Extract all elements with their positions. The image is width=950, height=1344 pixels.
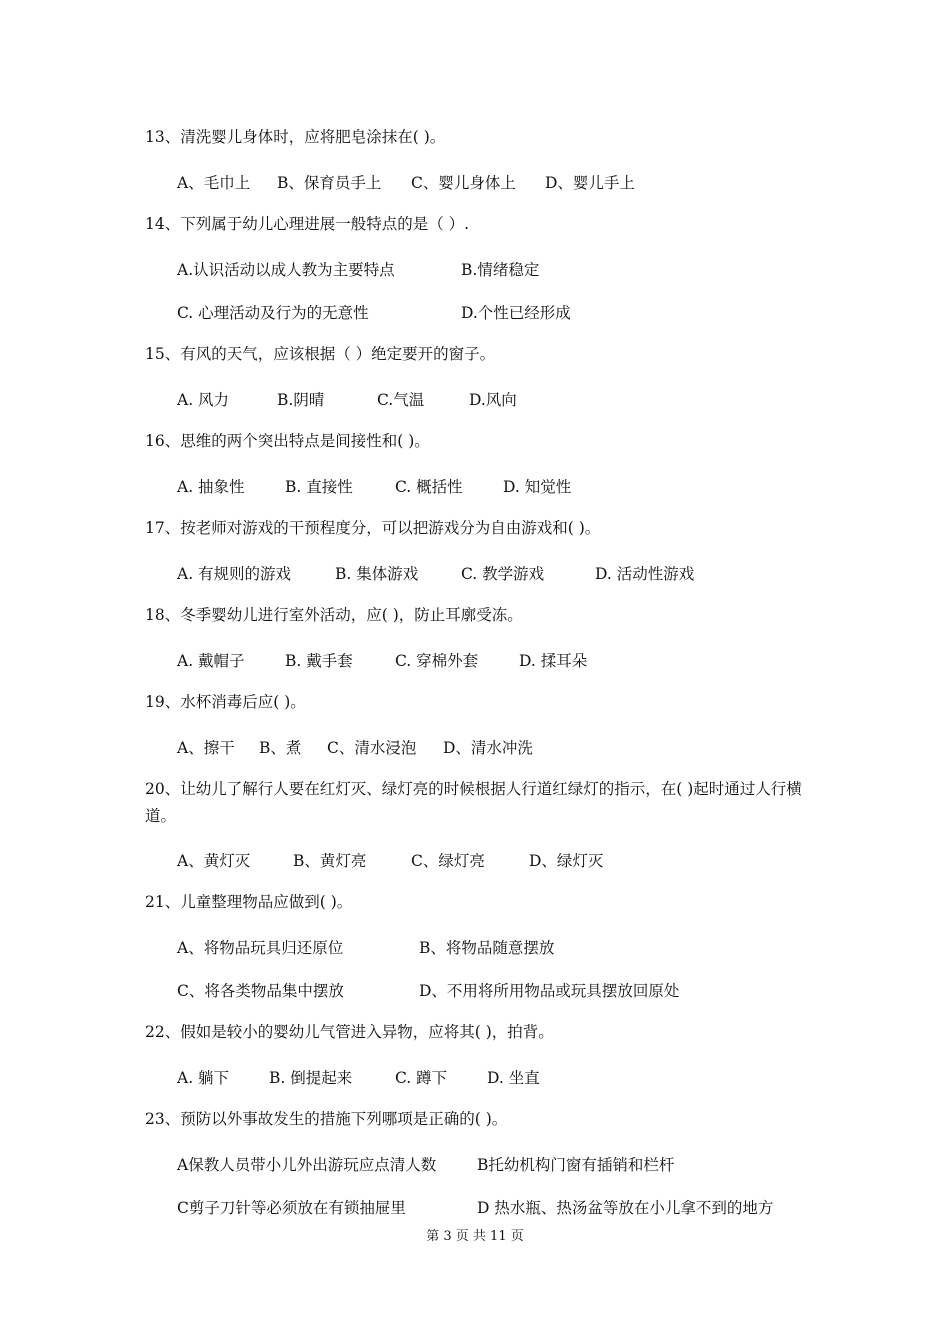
answer-option: B、黄灯亮 [293, 852, 367, 870]
options-row [145, 976, 815, 1006]
answer-option: D. 活动性游戏 [595, 565, 695, 583]
answer-option: B.阴晴 [277, 391, 325, 409]
question-23: 23、预防以外事故发生的措施下列哪项是正确的( )。 [145, 1110, 508, 1128]
answer-option: A、擦干 [177, 739, 235, 757]
answer-option: B.情绪稳定 [461, 261, 540, 279]
answer-option: B. 集体游戏 [335, 565, 419, 583]
question-18: 18、冬季婴幼儿进行室外活动，应( )，防止耳廓受冻。 [145, 606, 523, 624]
options-row [145, 255, 815, 285]
question-list [145, 124, 815, 1236]
answer-option: A、将物品玩具归还原位 [177, 939, 344, 957]
page-footer: 第 3 页 共 11 页 [426, 1229, 524, 1244]
question-20: 20、让幼儿了解行人要在红灯灭、绿灯亮的时候根据人行道红绿灯的指示，在( )起时通过人行横道。 [145, 780, 802, 825]
answer-option: A、黄灯灭 [177, 852, 251, 870]
answer-option: B托幼机构门窗有插销和栏杆 [477, 1156, 675, 1174]
question-22: 22、假如是较小的婴幼儿气管进入异物，应将其( )，拍背。 [145, 1023, 554, 1041]
options-row [145, 846, 815, 876]
answer-option: C、清水浸泡 [327, 739, 417, 757]
question-14: 14、下列属于幼儿心理进展一般特点的是（ ）. [145, 215, 470, 233]
answer-option: A保教人员带小儿外出游玩应点清人数 [177, 1156, 437, 1174]
answer-option: C. 蹲下 [395, 1069, 448, 1087]
answer-option: A. 有规则的游戏 [177, 565, 292, 583]
answer-option: A. 风力 [177, 391, 230, 409]
question-13: 13、清洗婴儿身体时，应将肥皂涂抹在( )。 [145, 128, 446, 146]
question-19: 19、水杯消毒后应( )。 [145, 693, 306, 711]
options-row [145, 646, 815, 676]
options-row [145, 1150, 815, 1180]
answer-option: B. 戴手套 [285, 652, 353, 670]
answer-option: D. 知觉性 [503, 478, 572, 496]
answer-option: D.风向 [469, 391, 517, 409]
answer-option: C、绿灯亮 [411, 852, 485, 870]
answer-option: D、婴儿手上 [545, 174, 635, 192]
options-row [145, 385, 815, 415]
answer-option: D、清水冲洗 [443, 739, 533, 757]
answer-option: D.个性已经形成 [461, 304, 571, 322]
answer-option: A. 抽象性 [177, 478, 245, 496]
options-row [145, 298, 815, 328]
answer-option: B、将物品随意摆放 [419, 939, 555, 957]
answer-option: B. 倒提起来 [269, 1069, 353, 1087]
answer-option: B、保育员手上 [277, 174, 382, 192]
answer-option: D. 坐直 [487, 1069, 540, 1087]
answer-option: D、绿灯灭 [529, 852, 604, 870]
options-row [145, 168, 815, 198]
answer-option: C、将各类物品集中摆放 [177, 982, 344, 1000]
answer-option: C. 教学游戏 [461, 565, 545, 583]
answer-option: C. 穿棉外套 [395, 652, 479, 670]
options-row [145, 933, 815, 963]
options-row [145, 1063, 815, 1093]
answer-option: A. 戴帽子 [177, 652, 245, 670]
question-16: 16、思维的两个突出特点是间接性和( )。 [145, 432, 430, 450]
answer-option: D 热水瓶、热汤盆等放在小儿拿不到的地方 [477, 1199, 774, 1217]
answer-option: B、煮 [259, 739, 302, 757]
answer-option: D、不用将所用物品或玩具摆放回原处 [419, 982, 680, 1000]
answer-option: C剪子刀针等必须放在有锁抽屉里 [177, 1199, 406, 1217]
options-row [145, 559, 815, 589]
answer-option: A. 躺下 [177, 1069, 230, 1087]
options-row [145, 472, 815, 502]
options-row [145, 1193, 815, 1223]
answer-option: C. 心理活动及行为的无意性 [177, 304, 369, 322]
answer-option: D. 揉耳朵 [519, 652, 588, 670]
question-15: 15、有风的天气，应该根据（ ）绝定要开的窗子。 [145, 345, 496, 363]
answer-option: C、婴儿身体上 [411, 174, 516, 192]
answer-option: B. 直接性 [285, 478, 353, 496]
answer-option: A.认识活动以成人教为主要特点 [177, 261, 395, 279]
answer-option: C. 概括性 [395, 478, 463, 496]
answer-option: A、毛巾上 [177, 174, 251, 192]
answer-option: C.气温 [377, 391, 425, 409]
question-21: 21、儿童整理物品应做到( )。 [145, 893, 353, 911]
options-row [145, 733, 815, 763]
question-17: 17、按老师对游戏的干预程度分，可以把游戏分为自由游戏和( )。 [145, 519, 601, 537]
